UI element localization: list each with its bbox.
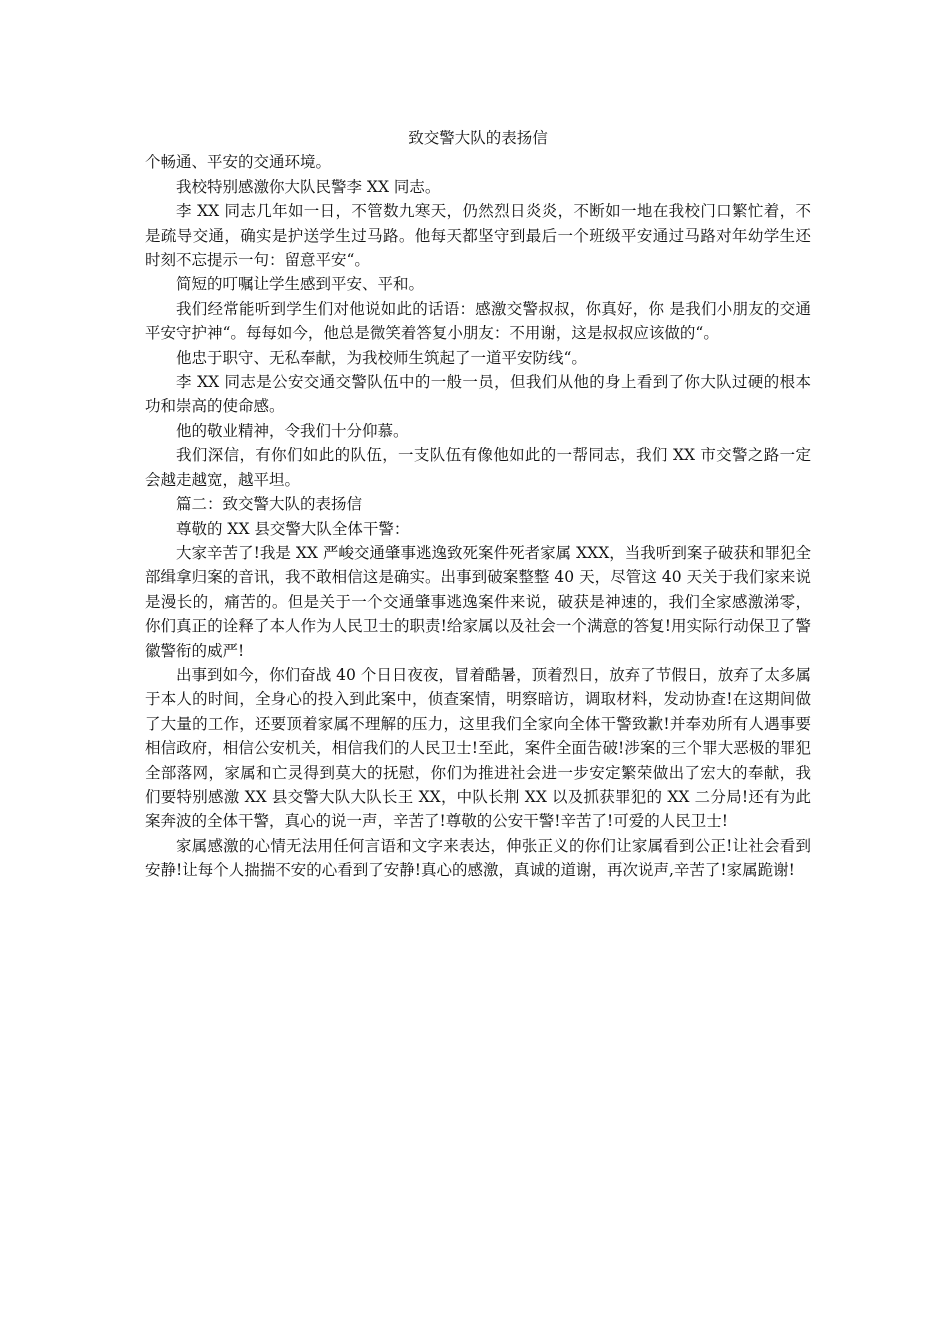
paragraph: 他的敬业精神，令我们十分仰慕。 [176, 421, 409, 440]
document-title: 致交警大队的表扬信 [408, 129, 548, 147]
paragraph: 家属感激的心情无法用任何言语和文字来表达，伸张正义的你们让家属看到公正!让社会看到安静!让每个人揣揣不安的心看到了安静!真心的感激，真诚的道谢，再次说声,辛苦了!家属跪谢! [145, 836, 811, 880]
paragraph: 李 XX 同志几年如一日，不管数九寒天，仍然烈日炎炎，不断如一地在我校门口繁忙着，不是疏导交通，确实是护送学生过马路。他每天都坚守到最后一个班级平安通过马路对年幼学生还时刻不忘提示一句：留意平安“。 [145, 202, 811, 270]
paragraph: 个畅通、平安的交通环境。 [145, 153, 332, 172]
document-body [145, 126, 811, 883]
paragraph: 他忠于职守、无私奉献，为我校师生筑起了一道平安防线“。 [176, 348, 587, 367]
paragraph: 简短的叮嘱让学生感到平安、平和。 [176, 275, 425, 294]
paragraph: 我们经常能听到学生们对他说如此的话语：感激交警叔叔，你真好，你 是我们小朋友的交通平安守护神“。每每如今，他总是微笑着答复小朋友：不用谢，这是叔叔应该做的“。 [145, 299, 811, 343]
salutation: 尊敬的 XX 县交警大队全体干警： [176, 519, 410, 538]
section-heading: 篇二：致交警大队的表扬信 [176, 495, 363, 514]
paragraph: 我们深信，有你们如此的队伍，一支队伍有像他如此的一帮同志，我们 XX 市交警之路一定会越走越宽，越平坦。 [145, 446, 811, 489]
paragraph: 大家辛苦了!我是 XX 严峻交通肇事逃逸致死案件死者家属 XXX，当我听到案子破获和罪犯全部缉拿归案的音讯，我不敢相信这是确实。出事到破案整整 40 天，尽管这 40 天关于我们家来说是漫长的，痛苦的。但是关于一个交通肇事逃逸案件来说，破获是神速的，我们全家感激涕零，你们真正的诠释了本人作为人民卫士的职责!给家属以及社会一个满意的答复!用实际行动保卫了警徽警衔的威严! [145, 543, 811, 660]
paragraph: 出事到如今，你们奋战 40 个日日夜夜，冒着酷暑，顶着烈日，放弃了节假日，放弃了太多属于本人的时间，全身心的投入到此案中，侦查案情，明察暗访，调取材料，发动协查!在这期间做了大量的工作，还要顶着家属不理解的压力，这里我们全家向全体干警致歉!并奉劝所有人遇事要相信政府，相信公安机关，相信我们的人民卫士!至此，案件全面告破!涉案的三个罪大恶极的罪犯全部落网，家属和亡灵得到莫大的抚慰，你们为推进社会进一步安定繁荣做出了宏大的奉献，我们要特别感激 XX 县交警大队大队长王 XX，中队长荆 XX 以及抓获罪犯的 XX 二分局!还有为此案奔波的全体干警，真心的说一声，辛苦了!尊敬的公安干警!辛苦了!可爱的人民卫士! [145, 665, 811, 831]
paragraph: 李 XX 同志是公安交通交警队伍中的一般一员，但我们从他的身上看到了你大队过硬的根本功和崇高的使命感。 [145, 373, 811, 416]
paragraph: 我校特别感激你大队民警李 XX 同志。 [176, 177, 441, 196]
